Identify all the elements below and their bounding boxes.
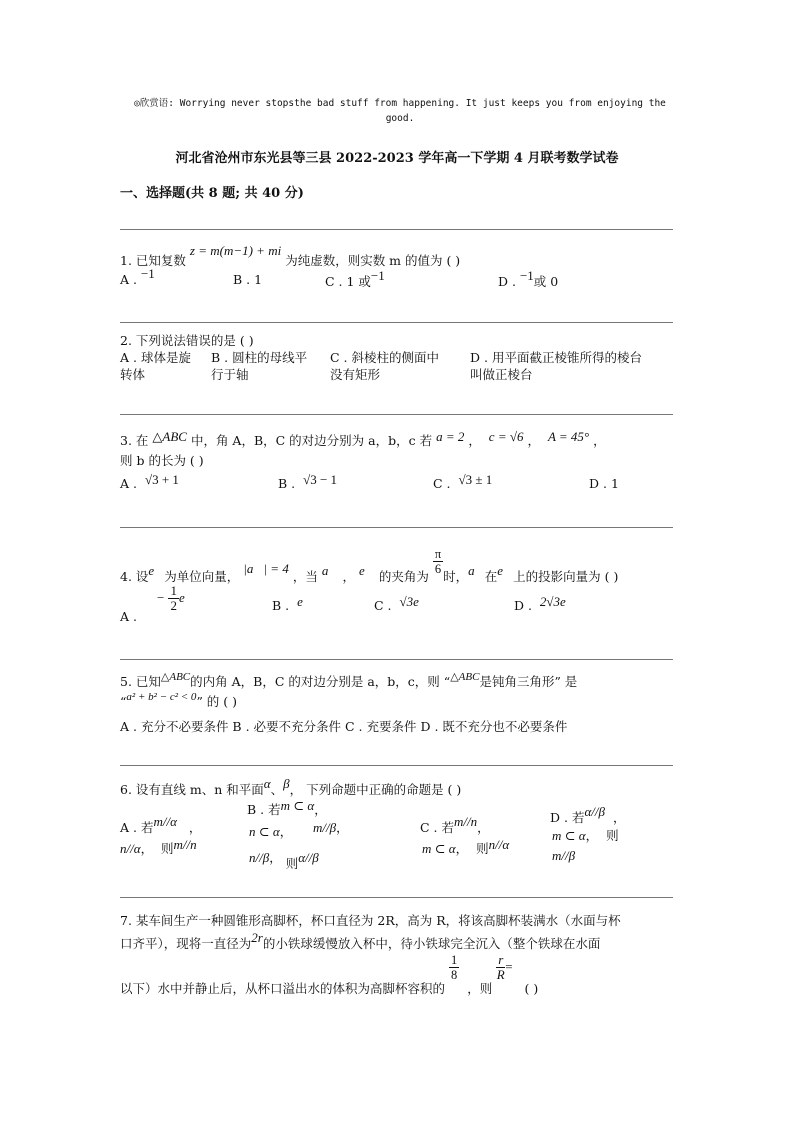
option-b: B . 1: [233, 272, 263, 287]
question-4-stem: 4. 设e⃗为单位向量， |a⃗| = 4 ，当 a⃗ ， e⃗ 的夹角为 $\frac{\pi}{6}$ 时，a⃗在e⃗上的投影向量为 ( ): [120, 547, 619, 584]
question-7-line1: 7. 某车间生产一种圆锥形高脚杯，杯口直径为 2R，高为 R，将该高脚杯装满水（水面与杯: [120, 913, 621, 928]
question-5-stem: 5. 已知△ABC的内角 A，B，C 的对边分别是 a，b，c，则 “△ABC是钝角三角形” 是: [120, 671, 578, 689]
option-d: D . −1或 0: [498, 268, 559, 289]
option-a-label: A .: [120, 609, 137, 624]
option-d: D . 若α//β ，: [550, 804, 626, 825]
option-a: A . √3 + 1: [120, 472, 179, 491]
option-b: B . e⃗: [272, 594, 313, 613]
option-c: C . √3 ± 1: [433, 472, 493, 491]
divider: [120, 765, 673, 766]
option-c: C . 若m//n，: [420, 814, 490, 835]
divider: [120, 527, 673, 528]
fraction-r-R: $\frac{r}{R}$: [496, 952, 505, 982]
option-b: B . 若m ⊂ α，: [247, 798, 327, 817]
question-6-stem: 6. 设有直线 m、n 和平面α、β， 下列命题中正确的命题是 ( ): [120, 776, 462, 797]
option-d-cont2: m//β: [552, 848, 576, 863]
question-1-options: A . −1: [120, 266, 155, 287]
question-5-condition: “a² + b² − c² < 0” 的 ( ): [120, 691, 238, 709]
q1-formula: z = m(m−1) + mi: [189, 243, 282, 258]
divider: [120, 322, 673, 323]
option-c: C . √3e⃗: [374, 594, 429, 613]
option-d: D . 用平面截正棱锥所得的棱台 叫做正棱台: [470, 350, 642, 382]
option-a-cont: n//α， 则m//n: [120, 837, 197, 856]
option-c: C . 斜棱柱的侧面中 没有矩形: [330, 350, 439, 382]
option-d: D . 1: [589, 476, 619, 491]
option-b-cont2: m//β，: [313, 820, 349, 835]
question-2-stem: 2. 下列说法错误的是 ( ): [120, 333, 254, 348]
question-7-line3: 以下）水中并静止后，从杯口溢出水的体积为高脚杯容积的 $\frac{1}{8}$ ，则 $\frac{r}{R}$ = ( ): [120, 952, 539, 996]
option-b: B . √3 − 1: [278, 472, 338, 491]
option-a: A . 球体是旋 转体: [120, 350, 191, 382]
question-1-stem: 1. 已知复数 z = m(m−1) + mi 为纯虚数，则实数 m 的值为 ( ): [120, 243, 461, 268]
option-a: A . 若m//α ，: [120, 814, 202, 835]
option-d: D . 2√3e⃗: [514, 594, 576, 613]
option-c: C . 1 或−1: [325, 268, 385, 289]
section-heading: 一、选择题(共 8 题; 共 40 分): [120, 186, 304, 201]
divider: [120, 414, 673, 415]
question-3-stem: 3. 在 △ABC 中，角 A，B，C 的对边分别为 a，b，c 若 a = 2 ， c = √6 ， A = 45° ，: [120, 429, 606, 448]
question-3-line2: 则 b 的长为 ( ): [120, 453, 204, 468]
option-b-cont3: n//β， 则α//β: [249, 850, 319, 871]
divider: [120, 229, 673, 230]
option-a: A .: [120, 272, 137, 287]
pi-over-6: $\frac{\pi}{6}$: [434, 547, 442, 576]
option-d-cont: m ⊂ α， 则: [552, 828, 619, 843]
divider: [120, 659, 673, 660]
page-title: 河北省沧州市东光县等三县 2022-2023 学年高一下学期 4 月联考数学试卷: [175, 151, 619, 166]
divider: [120, 897, 673, 898]
option-b-cont: n ⊂ α，: [249, 824, 293, 839]
fraction-1-8: $\frac{1}{8}$: [451, 953, 458, 982]
motto: ◎欣赏语: Worrying never stopsthe bad stuff from happening. It just keeps you from enjoying the good.: [134, 98, 666, 124]
option-c-cont: m ⊂ α， 则n//α: [422, 837, 510, 856]
question-5-options: A . 充分不必要条件 B . 必要不充分条件 C . 充要条件 D . 既不充分也不必要条件: [120, 719, 568, 734]
option-b: B . 圆柱的母线平 行于轴: [211, 350, 308, 382]
option-a-value: − $\frac{1}{2}$ e⃗: [157, 583, 195, 613]
question-7-line2: 口齐平），现将一直径为2r的小铁球缓慢放入杯中，待小铁球完全沉入（整个铁球在水面: [120, 930, 601, 951]
